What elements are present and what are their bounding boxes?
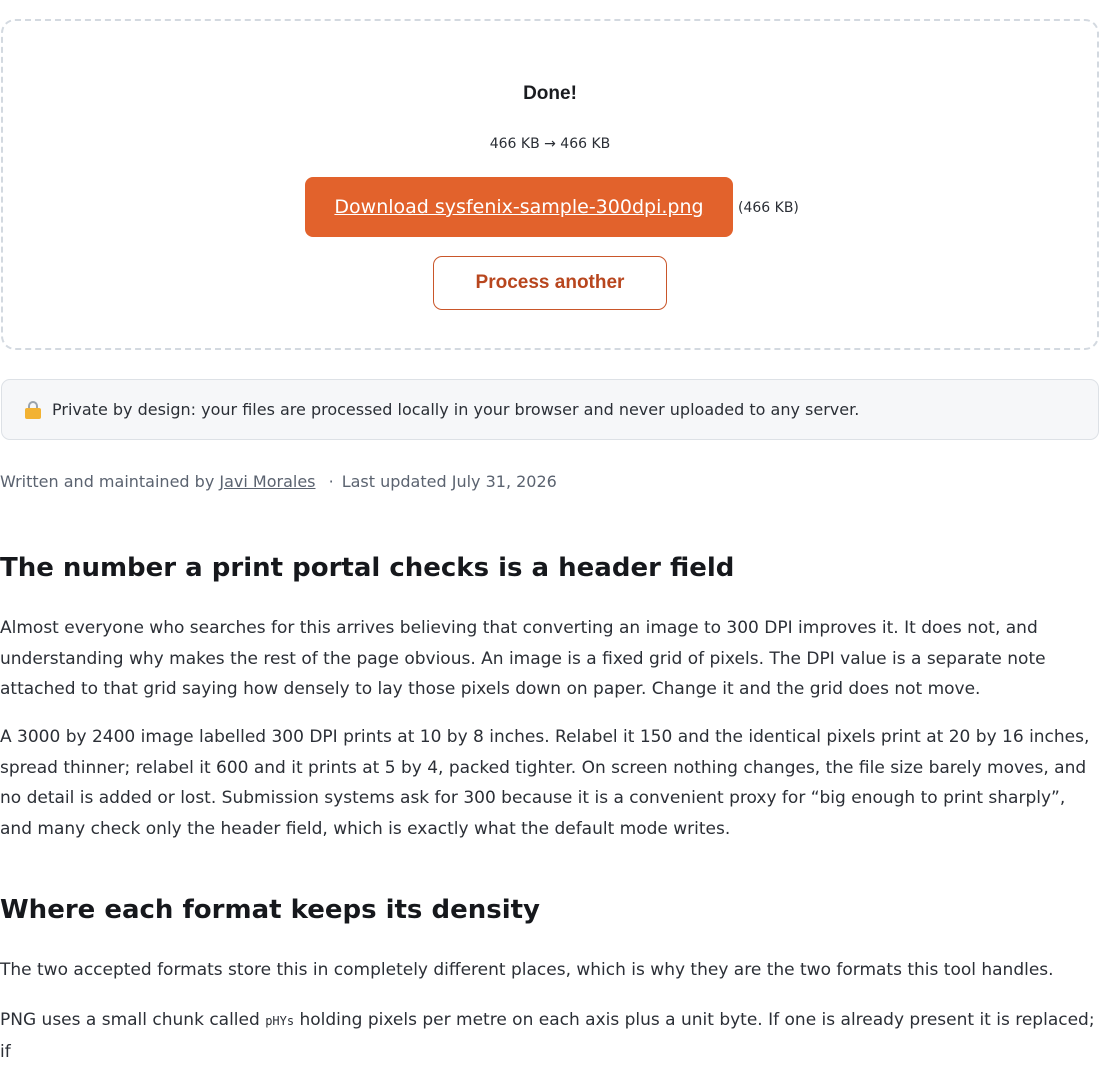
byline [0,472,557,491]
download-button[interactable]: Download sysfenix-sample-300dpi.png [305,177,733,237]
process-another-button[interactable]: Process another [433,256,667,310]
byline-separator: · [328,472,334,491]
download-size: (466 KB) [738,200,799,216]
file-size-comparison: 466 KB → 466 KB [489,136,611,152]
paragraph: The two accepted formats store this in completely different places, which is why they are the two formats this tool handles. [0,960,1054,980]
lock-icon [24,401,42,419]
privacy-notice [1,379,1099,440]
paragraph: A 3000 by 2400 image labelled 300 DPI prints at 10 by 8 inches. Relabel it 150 and the identical pixels print at 20 by 16 inches, spread thinner; relabel it 600 and it prints at 5 by 4, packed tighter. On screen nothing changes, the file size barely moves, and no detail is added or lost. Submission systems ask for 300 because it is a convenient proxy for “big enough to print sharply”, and many check only the header field, which is exactly what the default mode writes. [0,727,1090,839]
last-updated: Last updated July 31, 2026 [341,472,557,491]
code-term: pHYs [265,1014,295,1028]
paragraph-text: holding pixels per metre on each axis plus a unit byte. If one is already present it is replaced; if [0,1010,1095,1062]
section-heading: Where each format keeps its density [0,895,540,925]
author-link[interactable]: Javi Morales [219,472,316,491]
paragraph: Almost everyone who searches for this arrives believing that converting an image to 300 DPI improves it. It does not, and understanding why makes the rest of the page obvious. An image is a fixed grid of pixels. The DPI value is a separate note attached to that grid saying how densely to lay those pixels down on paper. Change it and the grid does not move. [0,618,1046,699]
section-heading: The number a print portal checks is a header field [0,553,735,583]
byline-prefix: Written and maintained by [0,472,215,491]
paragraph [0,1005,1100,1067]
privacy-text: Private by design: your files are processed locally in your browser and never uploaded to any server. [52,400,860,419]
paragraph-text: PNG uses a small chunk called [0,1010,266,1030]
done-title: Done! [523,83,577,104]
